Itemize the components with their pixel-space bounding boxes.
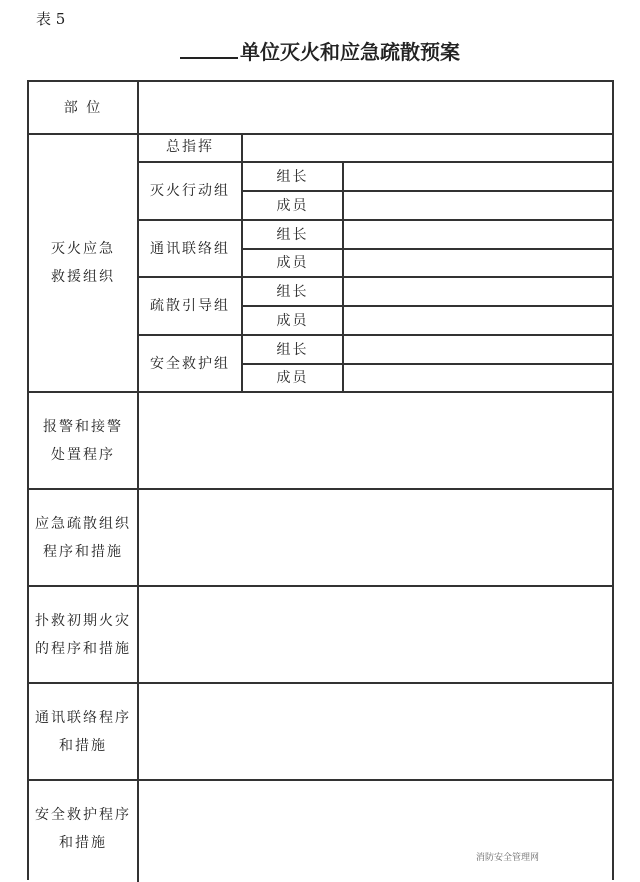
group-name (139, 278, 241, 334)
group-member-label (243, 192, 342, 219)
group-member-text: 成员 (276, 312, 309, 329)
communication-procedure-line1: 通讯联络程序 (35, 709, 131, 726)
emergency-org-line1: 灭火应急 (51, 241, 115, 257)
alarm-procedure-input[interactable] (139, 393, 612, 488)
evacuation-procedure-label (29, 490, 137, 585)
group-leader-input[interactable] (344, 163, 612, 190)
group-member-input[interactable] (344, 249, 612, 276)
alarm-procedure-line1: 报警和接警 (43, 418, 123, 435)
rescue-procedure-line2: 和措施 (59, 834, 107, 851)
group-member-input[interactable] (344, 365, 612, 391)
group-name-text: 通讯联络组 (150, 240, 230, 257)
evacuation-procedure-input[interactable] (139, 490, 612, 585)
group-member-input[interactable] (344, 192, 612, 219)
group-leader-input[interactable] (344, 221, 612, 248)
commander-label-text: 总指挥 (166, 139, 214, 155)
table-number-label: 表 5 (36, 10, 66, 28)
firefighting-procedure-input[interactable] (139, 587, 612, 682)
group-member-text: 成员 (276, 254, 309, 271)
firefighting-procedure-line1: 扑救初期火灾 (35, 612, 131, 629)
communication-procedure-input[interactable] (139, 684, 612, 779)
group-leader-text: 组长 (276, 226, 309, 243)
commander-input[interactable] (243, 133, 612, 161)
group-member-text: 成员 (276, 197, 309, 214)
group-name (139, 163, 241, 219)
firefighting-procedure-label (29, 587, 137, 682)
department-input[interactable] (139, 82, 612, 133)
commander-label (139, 133, 241, 161)
communication-procedure-label (29, 684, 137, 779)
group-member-label (243, 249, 342, 276)
group-leader-label (243, 278, 342, 305)
group-leader-label (243, 163, 342, 190)
emergency-org-label (29, 135, 137, 391)
rescue-procedure-line1: 安全救护程序 (35, 806, 131, 823)
group-leader-label (243, 221, 342, 248)
group-leader-text: 组长 (276, 341, 309, 358)
group-member-text: 成员 (276, 370, 309, 386)
form-title-text: 单位灭火和应急疏散预案 (240, 40, 460, 64)
group-leader-label (243, 336, 342, 363)
rescue-procedure-input[interactable] (139, 781, 612, 876)
group-name-text: 灭火行动组 (150, 183, 230, 199)
group-leader-text: 组长 (276, 168, 309, 185)
form-title (0, 36, 640, 65)
firefighting-procedure-line2: 的程序和措施 (35, 640, 131, 657)
alarm-procedure-line2: 处置程序 (51, 446, 115, 463)
rescue-procedure-label (29, 781, 137, 876)
emergency-org-line2: 救援组织 (51, 269, 115, 285)
group-leader-input[interactable] (344, 278, 612, 305)
group-member-label (243, 365, 342, 391)
group-name-text: 安全救护组 (150, 355, 230, 372)
group-name (139, 336, 241, 391)
department-label (29, 82, 137, 133)
group-member-input[interactable] (344, 307, 612, 334)
group-leader-input[interactable] (344, 336, 612, 363)
department-label-text: 部 位 (63, 99, 103, 116)
group-leader-text: 组长 (276, 283, 309, 300)
evacuation-procedure-line2: 程序和措施 (43, 543, 123, 560)
group-name-text: 疏散引导组 (150, 298, 230, 314)
alarm-procedure-label (29, 393, 137, 488)
group-member-label (243, 307, 342, 334)
watermark-footnote: 消防安全管理网 (476, 853, 540, 863)
evacuation-procedure-line1: 应急疏散组织 (35, 515, 131, 532)
group-name (139, 221, 241, 276)
unit-name-blank[interactable] (180, 39, 238, 59)
communication-procedure-line2: 和措施 (59, 737, 107, 754)
emergency-plan-form (27, 80, 614, 880)
